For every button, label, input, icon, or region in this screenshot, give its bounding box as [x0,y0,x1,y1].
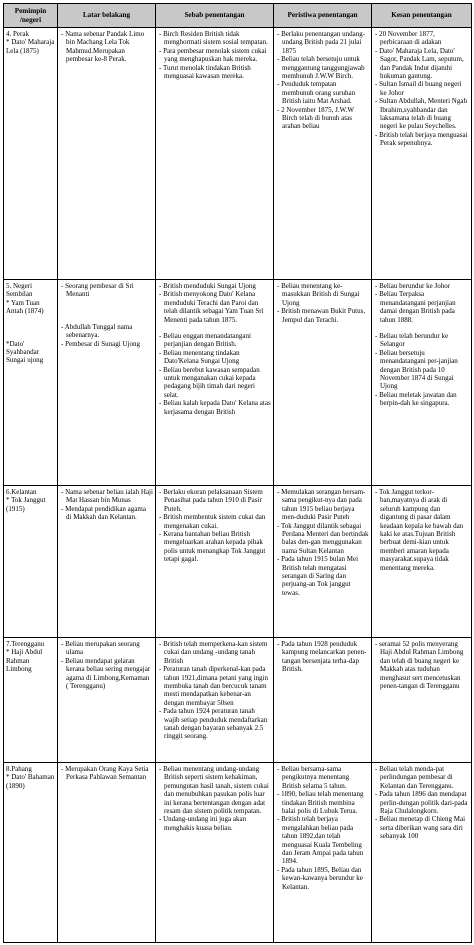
group-gap [60,299,153,323]
bullet-item: - Tok Janggut dilantik sebagai Perdana Menteri dan bertindak balas den-gan menggunakan nama Sultan Kelantan [276,522,369,556]
leader-text: * Dato' Maharaja Lela (1875) [6,38,55,55]
bullet-item: - Penduduk tempatan membunuh orang suruhan British iaitu Mat Arshad. [276,80,369,105]
bullet-item: - 1890, beliau telah menentang tindakan British membina balai polis di Lubuk Terua. [276,790,369,815]
header-sebab: Sebab penentangan [156,4,274,28]
bullet-item: - British telah berjaya menguasai Perak sepenuhnya. [374,131,469,148]
bullet-item: - Berlaku ekoran pelaksanaan Sistem Penasihat pada tahun 1910 di Pasir Puteh. [158,488,271,513]
peristiwa-cell [274,28,372,280]
bullet-item: - Merupakan Orang Kaya Setia Perkasa Pahlawan Semantan [60,765,153,782]
bullet-item: - Nama sebenar Pandak Limo bin Machang Lela Tok Mahmud.Merupakan pembesar ke-8 Perak. [60,30,153,64]
bullet-item: - Sultan Abdullah, Menteri Ngah Ibrahim,syahbandar dan laksamana telah di buang negeri ke pulau Seychelles. [374,97,469,131]
sebab-cell [156,280,274,486]
bullet-item: - British menduduki Sungai Ujong [158,282,271,290]
bullet-item: - Beliau meletak jawatan dan berpin-dah ke singapura. [374,391,469,408]
leader-text: 6.Kelantan [6,488,37,496]
bullet-item: - Beliau menentang tindakan Dato'Kelana Sungai Ujong [158,349,271,366]
peristiwa-cell [274,763,372,943]
bullet-item: - Beliau menentang ke-masukkan British di Sungai Ujong [276,282,369,307]
history-table [3,3,472,943]
leader-text: * Dato' Bahaman (1890) [6,773,55,790]
bullet-item: - Berlaku penentangan undang-undang British pada 21 julai 1875 [276,30,369,55]
kesan-cell [372,486,472,638]
leader-text: * Yam Tuan Antah (1874) [6,298,44,316]
bullet-item: - Beliau enggan menandatangani perjanjian dengan British. [158,332,271,349]
bullet-item: - Turut menolak tindakan British menguasai kawasan mereka. [158,64,271,81]
latar-cell [58,28,156,280]
leader-cell [4,28,58,280]
kesan-cell [372,28,472,280]
bullet-item: - Mendapat pendidikan agama di Makkah dan Kelantan. [60,505,153,522]
leader-text: 7.Terengganu [6,640,45,648]
bullet-item: - Pada tahun 1924 peraturan tanah wajib setiap penduduk mendaftarkan tanah dengan bayaran sebanyak 2.5 ringgit seorang. [158,707,271,741]
peristiwa-cell [274,486,372,638]
bullet-item: - Beliau merupakan seorang ulama [60,640,153,657]
kesan-cell [372,280,472,486]
bullet-item: - Beliau kalah kepada Dato' Kelana atas kerjasama dengan British [158,399,271,416]
bullet-item: - Beliau telah berundur ke Selangor [374,332,469,349]
latar-cell [58,638,156,763]
bullet-item: - Beliau menentang undang-undang British seperti sistem kehakiman, pemungutan hasil tanah, sistem cukai dan menubuhkan pasukan polis luar ini kerana bertentangan dengan adat resam dan sistem politik tempatan. [158,765,271,815]
bullet-item: - Pembesar di Sunagi Ujong [60,340,153,348]
latar-cell [58,280,156,486]
bullet-item: - Dato' Maharaja Lela, Dato' Sagor, Pandak Lam, seputum, dan Pandak Indut dijatuhi hukuman gantung. [374,47,469,81]
header-peristiwa: Peristiwa penentangan [274,4,372,28]
header-latar: Latar belakang [58,4,156,28]
table-row [4,28,472,280]
bullet-item: - Pada tahun 1895, Beliau dan kewan-kawanya berundur ke Kelantan. [276,866,369,891]
bullet-item: - Beliau mendapat gelaran kerana beliau sering mengajar agama di Limbong,Kemaman ( Terengganu) [60,657,153,691]
kesan-cell [372,638,472,763]
bullet-item: - Abdullah Tunggal nama sebenarnya. [60,323,153,340]
bullet-item: - Pada tahun 1928 penduduk kampung melancarkan penen-tangan bersenjata terha-dap British. [276,640,369,674]
bullet-item: - Beliau berundur ke Johor [374,282,469,290]
kesan-cell [372,763,472,943]
leader-cell [4,280,58,486]
table-row [4,280,472,486]
bullet-item: - 20 November 1877, perbicaraan di adakan [374,30,469,47]
leader-text: * Tok Janggut (1915) [6,496,46,513]
bullet-item: - Nama sebenar beliau ialah Haji Mat Hassan bin Munas [60,488,153,505]
header-row [4,4,472,28]
leader-text: 5. Negeri Sembilan [6,282,33,299]
bullet-item: - Beliau telah menda-pat perlindungan pembesar di Kelantan dan Terengganu. [374,765,469,790]
leader-cell [4,763,58,943]
group-gap [158,324,271,332]
bullet-item: - seramai 52 polis menyerang Haji Abdul Rahman Limbong dan telah di buang negeri ke Makkah atas tuduhan menghasut sert mencetuskan penen-tangan di Terengganu [374,640,469,690]
bullet-item: - British telah berjaya mengalahkan beliau pada tahun 1892,dan telah menguasai Kuala Tembeling dan Jeram Ampai pada tahun 1894. [276,815,369,865]
sebab-cell [156,638,274,763]
leader-text: *Dato' Syahbandar Sungai ujong [6,339,44,365]
peristiwa-cell [274,280,372,486]
bullet-item: - Para pembesar menolak sistem cukai yang menghapuskan hak mereka. [158,47,271,64]
leader-text: 8.Pahang [6,765,32,773]
leader-cell [4,638,58,763]
bullet-item: - Beliau Terpaksa menandatangani perjanjian damai dengan British pada tahun 1888. [374,290,469,324]
bullet-item: - Peraturan tanah diperkenal-kan pada tahun 1921,dimana petani yang ingin membuka tanah dan bercucuk tanam mesti mendapatkan kebenar-an dengan membayar 50sen [158,665,271,707]
bullet-item: - Beliau bersetuju menandatangani per-janjian dengan British pada 10 November 1874 di Sungai Ujong [374,349,469,391]
leader-text: 4. Perak [6,30,29,38]
header-pemimpin: Pemimpin /negeri [4,4,58,28]
bullet-item: - Beliau telah bersetuju untuk menggantung tanggungjawab membunuh J.W.W Birch. [276,55,369,80]
bullet-item: - Pada tahun 1915 bulan Mei British telah mengatasi serangan di Saring dan perjuang-an Tok janggut tewas. [276,555,369,597]
latar-cell [58,486,156,638]
bullet-item: - British menyokong Dato' Kelana menduduki Terachi dan Paroi dan telah dilantik sebagai Yam Tuan Sri Menenti pada tahun 1875. [158,290,271,324]
group-gap [374,324,469,332]
bullet-item: - British menawan Bukit Putus, Jempul dan Terachi. [276,307,369,324]
sebab-cell [156,28,274,280]
leader-text: * Haji Abdul Rahman Limbong [6,648,43,674]
latar-cell [58,763,156,943]
table-row [4,638,472,763]
header-kesan: Kesan penentangan [372,4,472,28]
bullet-item: - Beliau bersama-sama pengikutnya menentang British selama 5 tahun. [276,765,369,790]
bullet-item: - Undang-undang ini juga akan menghakis kuasa beliau. [158,815,271,832]
bullet-item: - Memulakan serangan bersam-sama pengikut-nya dan pada tahun 1915 beliau berjaya men-duduki Pasir Puteh [276,488,369,522]
bullet-item: - Tok Janggut terkor-ban,mayatnya di arak di seluruh kampung dan digantung di pasar dalam keadaan kepala ke bawah dan kaki ke atas.Tujuan British berbuat demi-kian untuk memberi amaran kepada masyarakat.supaya tidak menentang mereka. [374,488,469,572]
table-row [4,763,472,943]
table-row [4,486,472,638]
bullet-item: - British telah memperkena-kan sistem cukai dan undang -undang tanah British [158,640,271,665]
bullet-item: - Beliau menetap di Chieng Mai serta diberikan wang sara diri sebanyak 100 [374,815,469,840]
bullet-item: - Seorang pembesar di Sri Menanti [60,282,153,299]
bullet-item: - 2 November 1875, J.W.W Birch telah di bunuh atas arahan beliau [276,106,369,131]
bullet-item: - Beliau berebut kawasan sempadan untuk menganakan cukai kepada pedagang bijih timah dari negeri selat. [158,366,271,400]
sebab-cell [156,763,274,943]
bullet-item: - Sultan Ismail di buang negeri ke Johor [374,80,469,97]
leader-cell [4,486,58,638]
bullet-item: - Birch Residen British tidak menghormati sistem sosial tempatan. [158,30,271,47]
bullet-item: - British membentuk sistem cukai dan mengenakan cukai. [158,513,271,530]
bullet-item: - Kerana bantahan beliau British mengeluarkan arahan kepada pihak polis untuk menangkap Tok Janggut tetapi gagal. [158,530,271,564]
peristiwa-cell [274,638,372,763]
bullet-item: - Pada tahun 1896 dan mendapat perlin-dungan politik dari-pada Raja Chulalongkorn. [374,790,469,815]
sebab-cell [156,486,274,638]
